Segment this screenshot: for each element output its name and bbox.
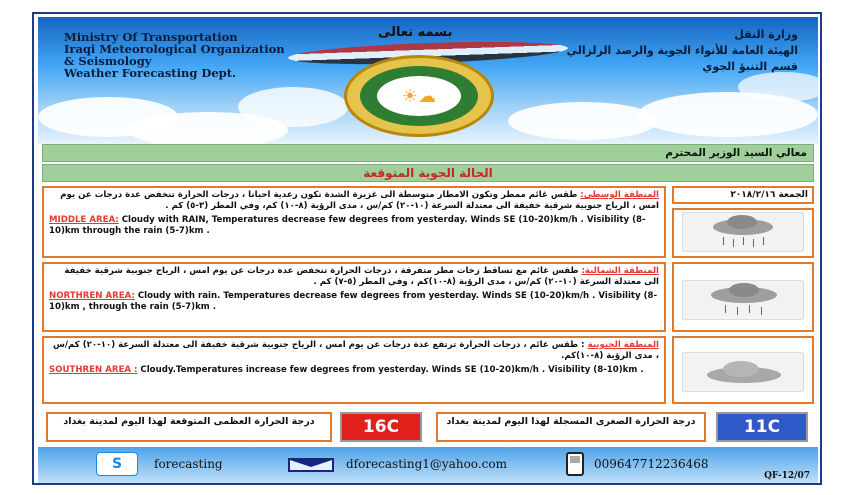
ministry-name-ar: وزارة النقل [734, 28, 798, 41]
southern-area-text-en: Cloudy.Temperatures increase few degrees from yesterday. Winds SE (10-20)km/h . Visibility (8-10)km . [137, 365, 644, 375]
middle-area-text-ar: طقس غائم ممطر وتكون الامطار متوسطة الى غزيرة الشدة تكون رعدية احيانا ، درجات الحرارة تنخفض عدة درجات عن يوم امس ، الرياح جنوبية شرقية خفيفة الى معتدلة السرعة (١٠-٢٠) كم/س ، مدى الرؤية (٨-١٠) كم، وفي المطر (٣-٥) كم . [60, 190, 659, 211]
northern-area-label-ar: المنطقة الشمالية: [581, 266, 659, 276]
max-temp-label: درجة الحرارة العظمى المتوقعة لهذا اليوم لمدينة بغداد [46, 412, 332, 442]
min-temp-label: درجة الحرارة الصغرى المسجلة لهذا اليوم لمدينة بغداد [436, 412, 706, 442]
forecast-title: الحالة الجوية المتوقعة [42, 164, 814, 182]
organization-name-en-cont: & Seismology [64, 54, 152, 68]
cloud-icon [682, 352, 804, 392]
contact-footer [38, 447, 818, 483]
phone-number: 009647712236468 [594, 457, 709, 471]
middle-area-label-ar: المنطقة الوسطى: [580, 190, 659, 200]
southern-area-label-en: SOUTHREN AREA : [49, 365, 138, 375]
southern-area-forecast [42, 336, 666, 404]
skype-icon: S [96, 452, 138, 476]
letterhead [38, 17, 818, 144]
bismillah: بسمه تعالى [378, 25, 453, 40]
letterhead-arabic [567, 27, 798, 75]
organization-emblem-icon: ☀☁ [344, 55, 494, 137]
northern-area-text-en: Cloudy with rain. Temperatures decrease few degrees from yesterday. Winds SE (10-20)km/h . Visibility (8-10)km , through the rain (5-7)km . [49, 291, 658, 312]
addressee: معالي السيد الوزير المحترم [42, 144, 814, 162]
min-temp-value: 11C [716, 412, 808, 442]
rain-cloud-icon [682, 280, 804, 320]
forecast-date: الجمعة ٢٠١٨/٢/١٦ [672, 186, 814, 204]
department-name-en: Weather Forecasting Dept. [64, 66, 237, 80]
middle-area-text-en: Cloudy with RAIN, Temperatures decrease few degrees from yesterday. Winds SE (10-20)km/h . Visibility (8-10)km through the rain (5-7)km . [49, 215, 646, 236]
ministry-name-en: Ministry Of Transportation [64, 30, 238, 44]
skype-id: forecasting [154, 457, 223, 471]
forecast-page [32, 12, 822, 485]
middle-area-forecast [42, 186, 666, 258]
organization-name-ar: الهيئة العامة للأنواء الجوية والرصد الزلزالي [566, 44, 798, 57]
northern-area-text-ar: طقس غائم مع تساقط زخات مطر متفرقة ، درجات الحرارة تنخفض عدة درجات عن يوم امس ، الرياح جنوبية شرقية خفيفة الى معتدلة السرعة (١٠-٢٠) كم/س ، مدى الرؤية (٨-١٠)كم ، وفي المطر (٥-٧) كم . [64, 266, 659, 287]
rain-cloud-icon [682, 212, 804, 252]
max-temp-value: 16C [340, 412, 422, 442]
northern-area-forecast [42, 262, 666, 332]
email-address: dforecasting1@yahoo.com [346, 457, 507, 471]
northern-area-label-en: NORTHREN AREA: [49, 291, 135, 301]
phone-icon [566, 452, 584, 476]
organization-name-en: Iraqi Meteorological Organization [64, 42, 285, 56]
southern-area-text-ar: : طقس غائم ، درجات الحرارة ترتفع عدة درجات عن يوم امس ، الرياح جنوبية شرقية خفيفة الى معتدلة السرعة (١٠-٢٠) كم/س ، مدى الرؤية (٨-١٠)كم. [53, 340, 659, 361]
email-icon [288, 458, 334, 472]
southern-area-label-ar: المنطقة الجنوبية [587, 340, 659, 350]
department-name-ar: قسم التنبؤ الجوي [702, 60, 798, 73]
letterhead-english [64, 31, 285, 79]
middle-area-label-en: MIDDLE AREA: [49, 215, 119, 225]
form-code: QF-12/07 [764, 471, 810, 481]
